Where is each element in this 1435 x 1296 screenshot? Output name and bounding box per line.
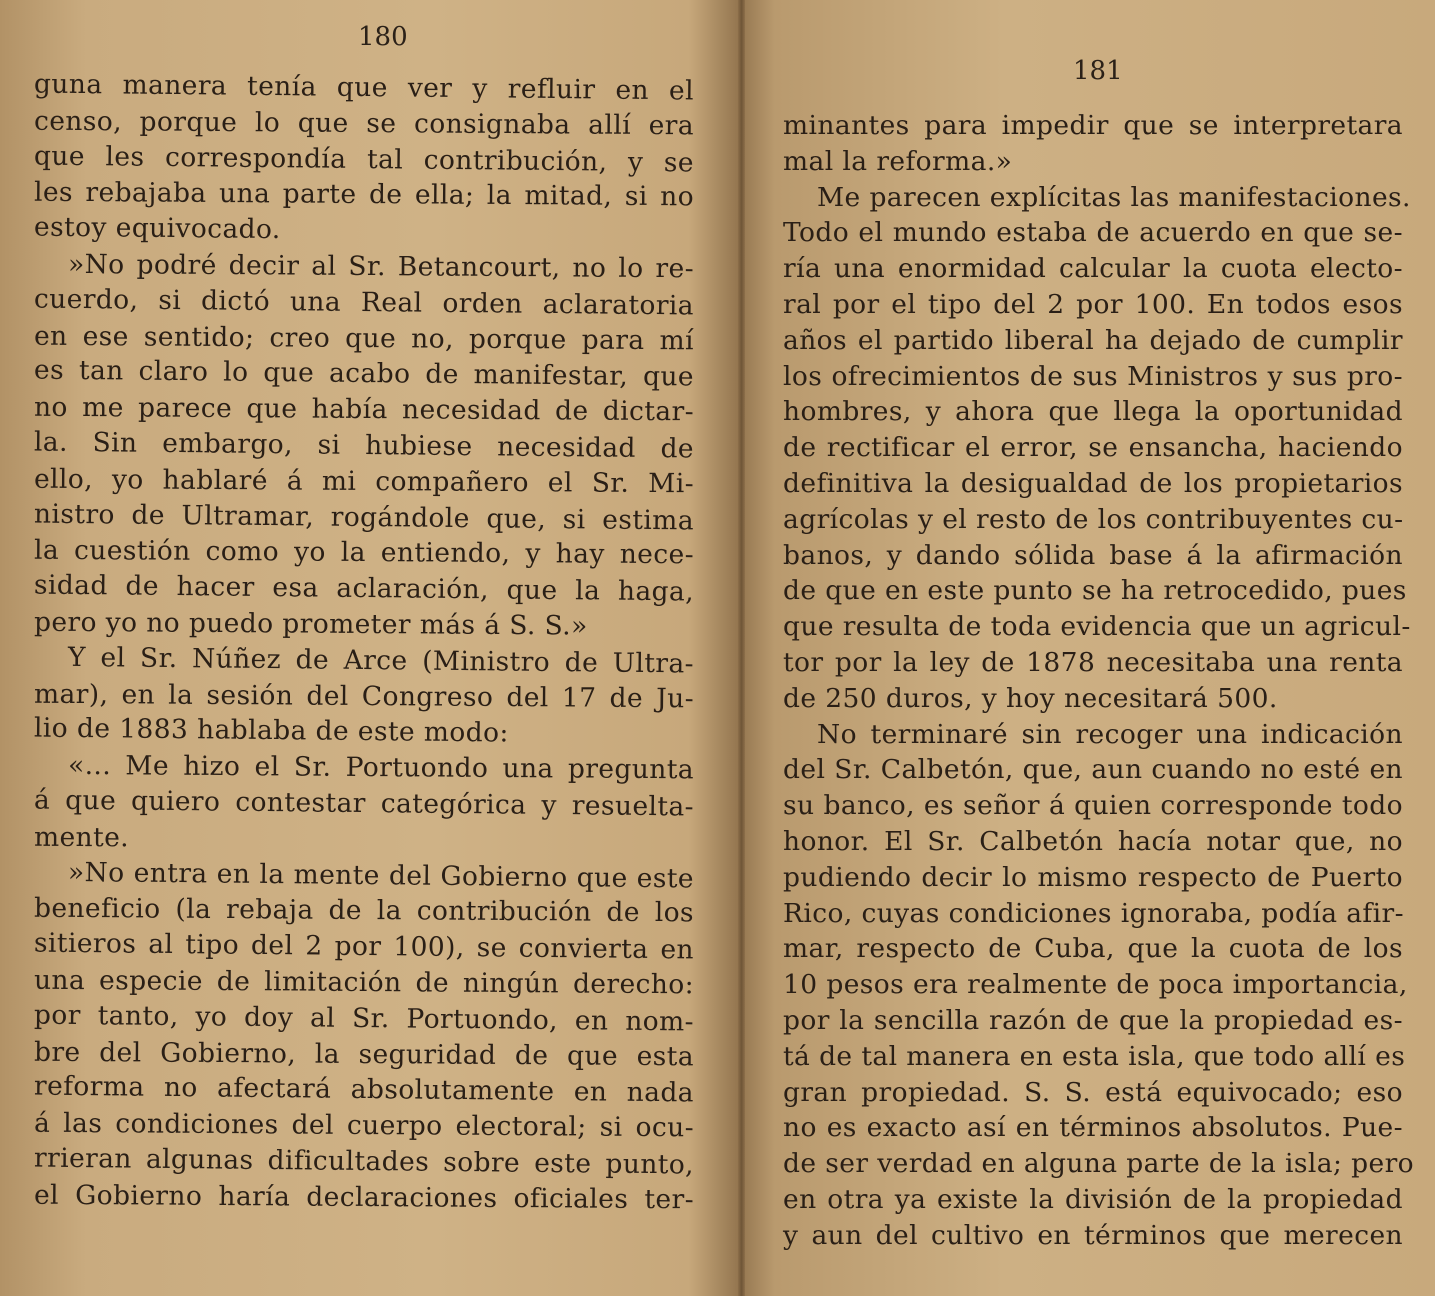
text-line: tá de tal manera en esta isla, que todo allí es [783,1040,1406,1072]
text-line: Me parecen explícitas las manifestaciones. [817,181,1411,213]
text-line: su banco, es señor á quien corresponde todo [783,790,1403,822]
text-line: en ese sentido; creo que no, porque para mí [33,320,695,356]
right-page [745,0,1435,1296]
text-line: cuerdo, si dictó una Real orden aclaratoria [33,283,695,322]
text-line: la. Sin embargo, si hubiese necesidad de [33,426,695,465]
text-line: á las condiciones del cuerpo electoral; si ocu- [33,1107,695,1144]
text-line: los ofrecimientos de sus Ministros y sus pro- [783,360,1403,392]
text-line: pudiendo decir lo mismo respecto de Puerto [783,861,1403,893]
text-line: nistro de Ultramar, rogándole que, si estima [33,498,695,537]
text-body [34,70,694,1216]
text-line: no me parece que había necesidad de dictar- [33,391,695,428]
text-line: »No entra en la mente del Gobierno que este [67,856,695,894]
text-line: censo, porque lo que se consignaba allí era [33,105,695,142]
text-line: á que quiero contestar categórica y resuelta- [33,784,695,823]
text-line: la cuestión como yo la entiendo, y hay nece- [33,535,695,571]
text-line: de que en este punto se ha retrocedido, pues [783,575,1407,607]
text-line: minantes para impedir que se interpretara [783,110,1403,141]
text-line: lio de 1883 hablaba de este modo: [33,712,509,749]
text-line: y aun del cultivo en términos que merecen [783,1219,1403,1251]
text-line: »No podré decir al Sr. Betancourt, no lo re- [67,248,695,285]
text-line: banos, y dando sólida base á la afirmación [783,539,1403,571]
text-line: mente. [33,821,130,854]
text-line: rrieran algunas dificultades sobre este punto, [33,1142,695,1181]
text-line: beneficio (la rebaja de la contribución de los [33,893,695,929]
text-line: que les correspondía tal contribución, y se [33,140,695,179]
text-line: de rectificar el error, se ensancha, haciendo [783,432,1403,464]
text-line: una especie de limitación de ningún derecho: [33,964,695,1001]
text-line: «... Me hizo el Sr. Portuondo una pregunta [67,750,695,786]
text-line: pero yo no puedo prometer más á S. S.» [33,606,588,642]
text-line: tor por la ley de 1878 necesitaba una renta [783,646,1403,678]
text-line: sitieros al tipo del 2 por 100), se convierta en [33,927,695,966]
text-line: en otra ya existe la división de la propiedad [783,1183,1403,1215]
text-line: mal la reforma.» [783,145,1013,177]
text-line: el Gobierno haría declaraciones oficiales ter- [33,1179,695,1216]
text-line: Y el Sr. Núñez de Arce (Ministro de Ultra- [67,641,695,680]
text-line: 10 pesos era realmente de poca importancia, [783,969,1408,1001]
text-line: guna manera tenía que ver y refluir en el [33,68,695,107]
text-line: honor. El Sr. Calbetón hacía notar que, no [783,825,1403,857]
text-line: No terminaré sin recoger una indicación [817,718,1403,750]
text-line: de ser verdad en alguna parte de la isla; pero [783,1148,1415,1180]
text-line: les rebajaba una parte de ella; la mitad, si no [33,177,695,213]
text-line: que resulta de toda evidencia que un agricul- [783,611,1411,643]
text-line: mar), en la sesión del Congreso del 17 de Ju- [33,678,695,714]
book-gutter [738,0,745,1296]
text-line: ral por el tipo del 2 por 100. En todos esos [783,288,1403,320]
text-line: de 250 duros, y hoy necesitará 500. [783,682,1278,714]
text-line: definitiva la desigualdad de los propietarios [783,467,1403,499]
text-line: por tanto, yo doy al Sr. Portuondo, en nom- [33,999,695,1038]
text-line: gran propiedad. S. S. está equivocado; eso [783,1076,1403,1108]
text-line: es tan claro lo que acabo de manifestar, que [33,354,695,393]
text-line: bre del Gobierno, la seguridad de que esta [33,1036,695,1072]
text-line: años el partido liberal ha dejado de cumplir [783,324,1403,356]
text-line: estoy equivocado. [33,211,281,246]
text-line: mar, respecto de Cuba, que la cuota de los [783,933,1403,965]
text-line: Rico, cuyas condiciones ignoraba, podía afir- [783,897,1404,929]
text-line: hombres, y ahora que llega la oportunidad [783,396,1403,428]
text-line: ría una enormidad calcular la cuota electo- [783,253,1403,285]
text-line: Todo el mundo estaba de acuerdo en que se- [783,217,1403,249]
text-line: reforma no afectará absolutamente en nada [33,1070,695,1109]
text-line: agrícolas y el resto de los contribuyentes cu- [783,503,1404,535]
text-line: ello, yo hablaré á mi compañero el Sr. Mi- [33,463,695,500]
text-line: del Sr. Calbetón, que, aun cuando no esté en [783,754,1403,786]
text-body [783,108,1415,1254]
text-line: no es exacto así en términos absolutos. Pue- [783,1112,1403,1144]
text-line: sidad de hacer esa aclaración, que la haga, [33,569,695,608]
page-number: 181 [1073,56,1123,86]
page-number: 180 [358,22,408,52]
text-line: por la sencilla razón de que la propiedad es- [783,1004,1403,1036]
